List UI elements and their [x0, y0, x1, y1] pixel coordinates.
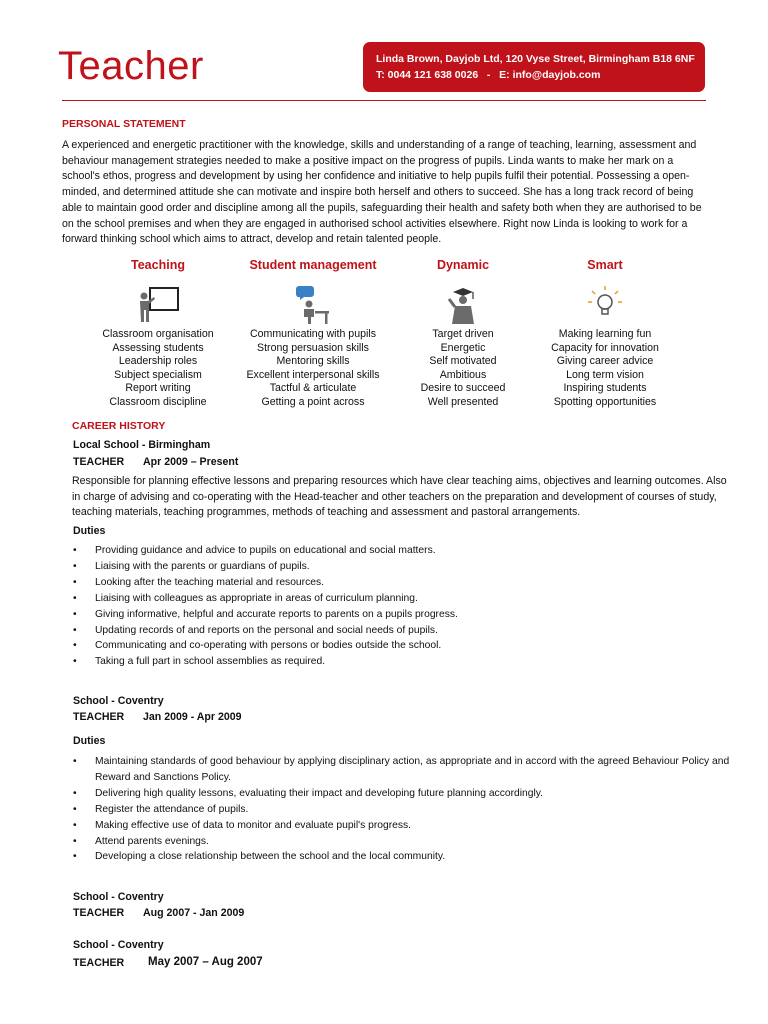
contact-box: [363, 42, 705, 92]
job-dates: Apr 2009 – Present: [143, 456, 239, 468]
skill-title: Smart: [587, 258, 623, 272]
skill-item: Strong persuasion skills: [257, 341, 369, 354]
skill-item: Ambitious: [439, 368, 487, 381]
job-role: TEACHER: [73, 456, 125, 468]
skill-item: Giving career advice: [556, 355, 654, 368]
list-item: • Communicating and co-operating with persons or bodies outside the school.: [73, 640, 442, 652]
teacher-board-icon: [136, 282, 180, 326]
list-item: • Providing guidance and advice to pupils on educational and social matters.: [73, 545, 436, 556]
career-history-heading: CAREER HISTORY: [72, 420, 166, 432]
job-organisation: School - Coventry: [73, 891, 164, 903]
skill-item: Desire to succeed: [420, 382, 506, 395]
graduate-icon: [441, 282, 485, 326]
skill-column-student-management: [238, 256, 388, 408]
duties-list: [73, 543, 733, 670]
skill-item: Report writing: [125, 382, 191, 395]
skill-list: [530, 328, 680, 410]
skill-item: Spotting opportunities: [553, 395, 657, 408]
skill-item: Excellent interpersonal skills: [246, 368, 380, 381]
skill-item: Making learning fun: [558, 328, 652, 340]
list-item: • Register the attendance of pupils.: [73, 803, 249, 815]
skill-item: Assessing students: [112, 341, 204, 354]
skill-title: Student management: [249, 258, 377, 272]
duties-list: [73, 754, 733, 865]
skills-grid: [90, 256, 690, 414]
skill-column-dynamic: [388, 256, 538, 408]
skill-item: Leadership roles: [118, 355, 198, 368]
personal-statement-heading: PERSONAL STATEMENT: [62, 118, 186, 130]
skill-item: Capacity for innovation: [551, 341, 659, 354]
list-item: • Developing a close relationship between the school and the local community.: [73, 851, 446, 863]
skill-item: Subject specialism: [114, 368, 202, 381]
list-item: • Attend parents evenings.: [73, 835, 209, 847]
lightbulb-icon: [583, 282, 627, 326]
job-role: TEACHER: [73, 907, 125, 919]
skill-title: Teaching: [131, 258, 185, 272]
skill-item: Well presented: [427, 395, 499, 408]
list-item: • Maintaining standards of good behaviour by applying disciplinary action, as appropriate and in accord with the agreed Behaviour Policy and Reward and Sanctions Policy.: [73, 756, 730, 783]
job-organisation: School - Coventry: [73, 695, 164, 707]
list-item: • Taking a full part in school assemblies as required.: [73, 656, 326, 668]
list-item: • Updating records of and reports on the personal and social needs of pupils.: [73, 624, 438, 636]
student-desk-icon: [291, 282, 335, 326]
contact-phone-email: T: 0044 121 638 0026 - E: info@dayjob.com: [376, 69, 601, 81]
skill-item: Tactful & articulate: [269, 382, 357, 395]
list-item: • Looking after the teaching material and resources.: [73, 576, 324, 588]
skill-item: Inspiring students: [563, 382, 647, 395]
skill-item: Self motivated: [429, 355, 497, 368]
job-summary: Responsible for planning effective lessons and preparing resources which have clear teaching aims, objectives and learning outcomes. Also in charge of advising and co-operating with the Head-teacher and other teachers on the preparation and development of courses of study, teaching materials, teaching programmes, methods of teaching and assessment and pastoral arrangements.: [72, 475, 727, 519]
duties-label: Duties: [73, 525, 106, 537]
job-organisation: Local School - Birmingham: [73, 439, 211, 451]
skill-item: Classroom discipline: [109, 395, 207, 408]
skill-column-teaching: [83, 256, 233, 408]
skill-title: Dynamic: [436, 258, 490, 272]
job-role: TEACHER: [73, 957, 125, 969]
job-role: TEACHER: [73, 711, 125, 723]
skill-column-smart: [530, 256, 680, 408]
job-organisation: School - Coventry: [73, 939, 164, 951]
job-dates: Aug 2007 - Jan 2009: [143, 907, 245, 919]
list-item: • Liaising with colleagues as appropriate in areas of curriculum planning.: [73, 592, 418, 604]
skill-list: [388, 328, 538, 410]
list-item: • Liaising with the parents or guardians of pupils.: [73, 560, 310, 572]
skill-item: Energetic: [440, 341, 486, 354]
skill-item: Long term vision: [566, 368, 644, 381]
skill-item: Mentoring skills: [276, 355, 350, 368]
page-title: Teacher: [58, 44, 204, 88]
job-dates: May 2007 – Aug 2007: [148, 956, 263, 968]
list-item: • Delivering high quality lessons, evaluating their impact and developing future planning accordingly.: [73, 787, 543, 799]
header-divider: [62, 100, 706, 101]
skill-list: [238, 328, 388, 410]
contact-address: Linda Brown, Dayjob Ltd, 120 Vyse Street, Birmingham B18 6NF: [376, 53, 695, 65]
duties-label: Duties: [73, 735, 106, 747]
skill-item: Communicating with pupils: [249, 328, 376, 340]
list-item: • Giving informative, helpful and accurate reports to parents on a pupils progress.: [73, 608, 458, 620]
skill-item: Classroom organisation: [102, 328, 214, 340]
personal-statement-text: A experienced and energetic practitioner with the knowledge, skills and understanding of a range of teaching, learning, assessment and behaviour management strategies needed to make a positive impact on the progress of pupils. Linda wants to make her mark on a school's ethos, progress and development by using her confidence and initiative to help pupils fulfil their potential. Possessing a open-minded, and determined attitude she can motivate and inspire both herself and others to succeed. She has a long track record of being able to maintain good order and discipline among all the pupils, safeguarding their health and safety both when they are authorised to be on the school premises and when they are engaged in authorised school activities elsewhere. Right now Linda is looking to work for a forward thinking school which aims to attract, develop and retain talented people.: [62, 139, 702, 246]
list-item: • Making effective use of data to monitor and evaluate pupil's progress.: [73, 819, 412, 831]
skill-item: Getting a point across: [261, 395, 365, 408]
skill-list: [83, 328, 233, 410]
skill-item: Target driven: [432, 328, 494, 340]
job-dates: Jan 2009 - Apr 2009: [143, 711, 242, 723]
